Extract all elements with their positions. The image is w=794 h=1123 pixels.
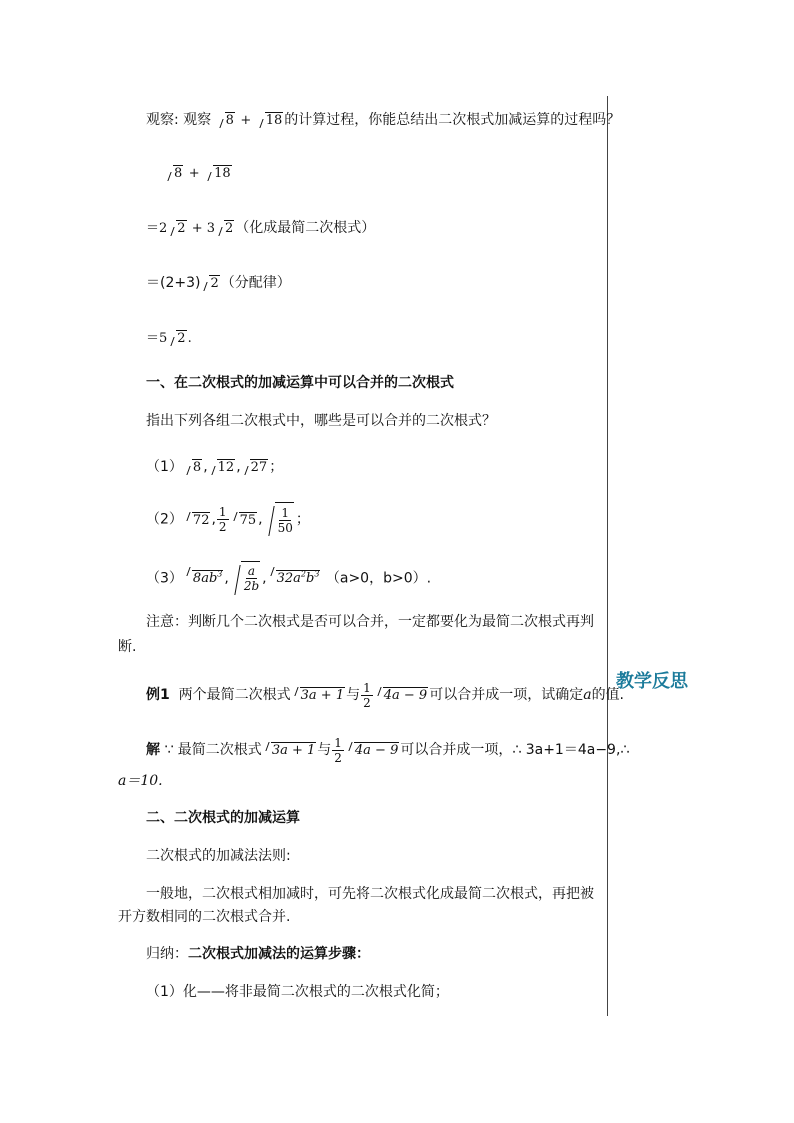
item-3: （3） $8ab^3$ , $\frac{a}{2b}$ , $32a^2b^3$ （a>0，b>0）.: [146, 558, 431, 596]
summary-line: 归纳：二次根式加减法的运算步骤：: [146, 946, 370, 962]
note-line-2: 断.: [118, 639, 137, 655]
solution-line-2: a＝10.: [118, 773, 163, 789]
rule-title: 二次根式的加减法法则:: [146, 848, 291, 864]
section1-question: 指出下列各组二次根式中，哪些是可以合并的二次根式？: [146, 413, 496, 429]
example-1: 例1 两个最简二次根式 3a + 1 与 $\frac{1}{2}$ 4a − 9 可以合并成一项，试确定a的值.: [146, 678, 624, 713]
reflection-heading: 教学反思: [616, 671, 688, 692]
rule-line-2: 开方数相同的二次根式合并.: [118, 909, 291, 925]
observe-prefix: 观察: 观察: [146, 112, 212, 128]
calc-step-1: 8 + 18: [164, 163, 233, 184]
item-2: （2） 72 , $\frac{1}{2}$ 75 , $\frac{1}{50}$ ；: [146, 502, 310, 538]
calc-step-3: ＝(2+3) 2 （分配律）: [146, 273, 291, 294]
sqrt-8: 8: [217, 110, 235, 131]
calc-step-4: ＝5 2 .: [146, 328, 192, 349]
item-1: （1） 8 , 12 , 27 ；: [146, 457, 283, 478]
solution-line-1: 解 ∵ 最简二次根式 3a + 1 与 $\frac{1}{2}$ 4a − 9 可以合并成一项，∴ 3a+1＝4a−9,∴: [146, 733, 629, 768]
calc-step-2: ＝2 2 + 3 2 （化成最简二次根式）: [146, 218, 375, 239]
observe-suffix: 的计算过程，你能总结出二次根式加减运算的过程吗？: [284, 112, 621, 128]
section1-title: 一、在二次根式的加减运算中可以合并的二次根式: [146, 375, 454, 391]
sqrt-18: 18: [257, 110, 284, 131]
note-line-1: 注意：判断几个二次根式是否可以合并，一定都要化为最简二次根式再判: [146, 614, 594, 630]
section2-title: 二、二次根式的加减运算: [146, 810, 300, 826]
step-1: （1）化——将非最简二次根式的二次根式化简；: [146, 984, 449, 1000]
margin-divider: [607, 96, 608, 1016]
rule-line-1: 一般地，二次根式相加减时，可先将二次根式化成最简二次根式，再把被: [146, 886, 594, 902]
observe-line: 观察: 观察 8 + 18 的计算过程，你能总结出二次根式加减运算的过程吗？: [146, 110, 620, 131]
